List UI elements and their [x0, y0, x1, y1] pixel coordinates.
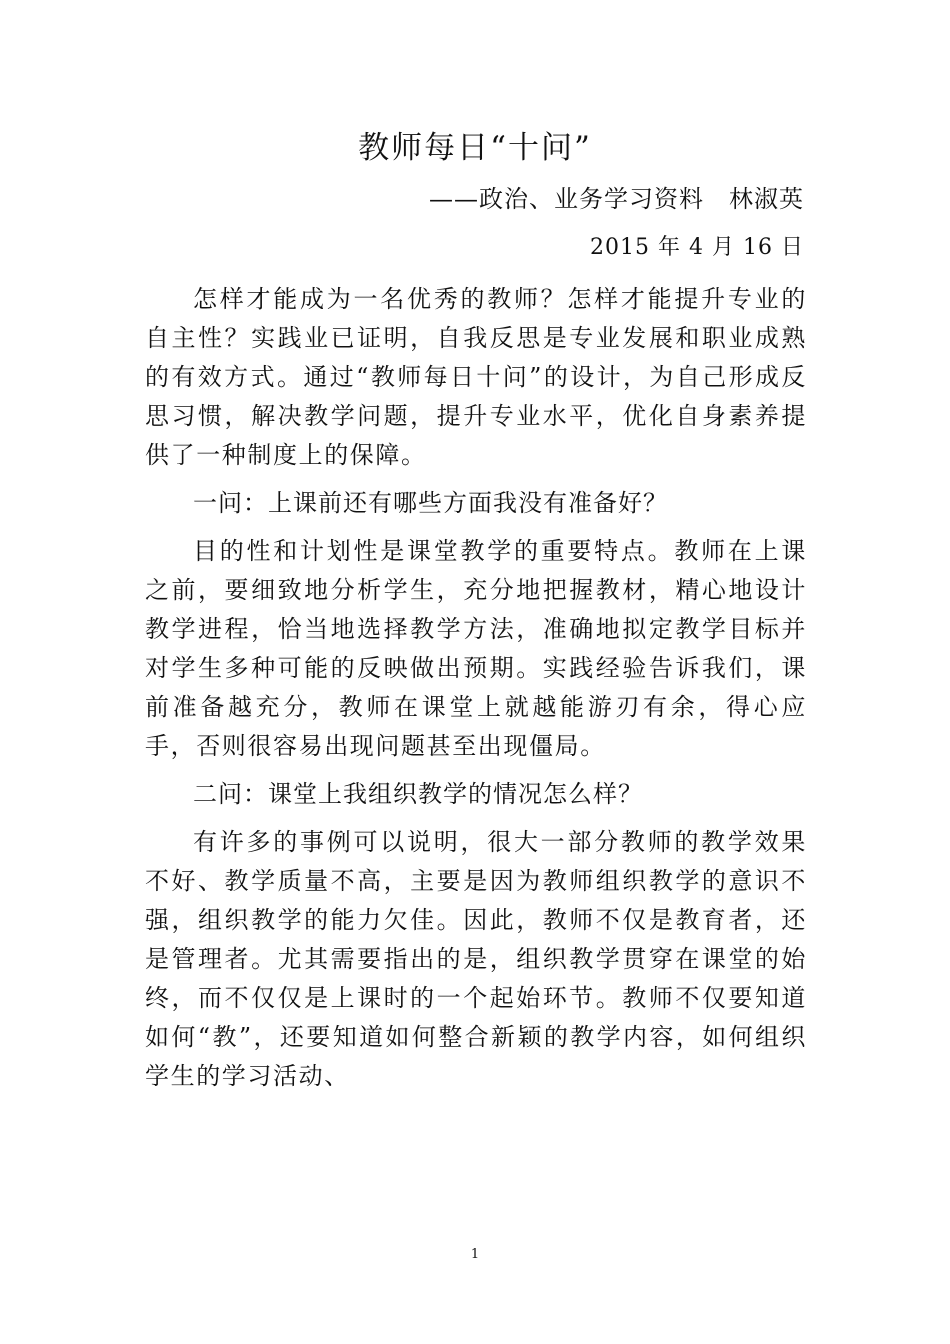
section-heading-1: 一问：上课前还有哪些方面我没有准备好？: [193, 489, 668, 517]
intro-paragraph: 怎样才能成为一名优秀的教师？怎样才能提升专业的自主性？实践业已证明，自我反思是专业发展和职业成熟的有效方式。通过“教师每日十问”的设计，为自己形成反思习惯，解决教学问题，提升专业水平，优化自身素养提供了一种制度上的保障。: [145, 285, 807, 469]
section-paragraph-1: 目的性和计划性是课堂教学的重要特点。教师在上课之前，要细致地分析学生，充分地把握教材，精心地设计教学进程，恰当地选择教学方法，准确地拟定教学目标并对学生多种可能的反映做出预期。实践经验告诉我们，课前准备越充分，教师在课堂上就越能游刃有余，得心应手，否则很容易出现问题甚至出现僵局。: [145, 537, 807, 760]
section-heading-2: 二问：课堂上我组织教学的情况怎么样？: [193, 780, 643, 808]
document-date: 2015 年 4 月 16 日: [590, 235, 804, 260]
page-number: 1: [470, 1247, 480, 1262]
document-subtitle: ——政治、业务学习资料 林淑英: [429, 185, 804, 213]
section-paragraph-2: 有许多的事例可以说明，很大一部分教师的教学效果不好、教学质量不高，主要是因为教师组织教学的意识不强，组织教学的能力欠佳。因此，教师不仅是教育者，还是管理者。尤其需要指出的是，组织教学贯穿在课堂的始终，而不仅仅是上课时的一个起始环节。教师不仅要知道如何“教”，还要知道如何整合新颖的教学内容，如何组织学生的学习活动、: [145, 828, 807, 1090]
document-body: [145, 280, 807, 1096]
document-title: 教师每日“十问”: [358, 130, 592, 166]
